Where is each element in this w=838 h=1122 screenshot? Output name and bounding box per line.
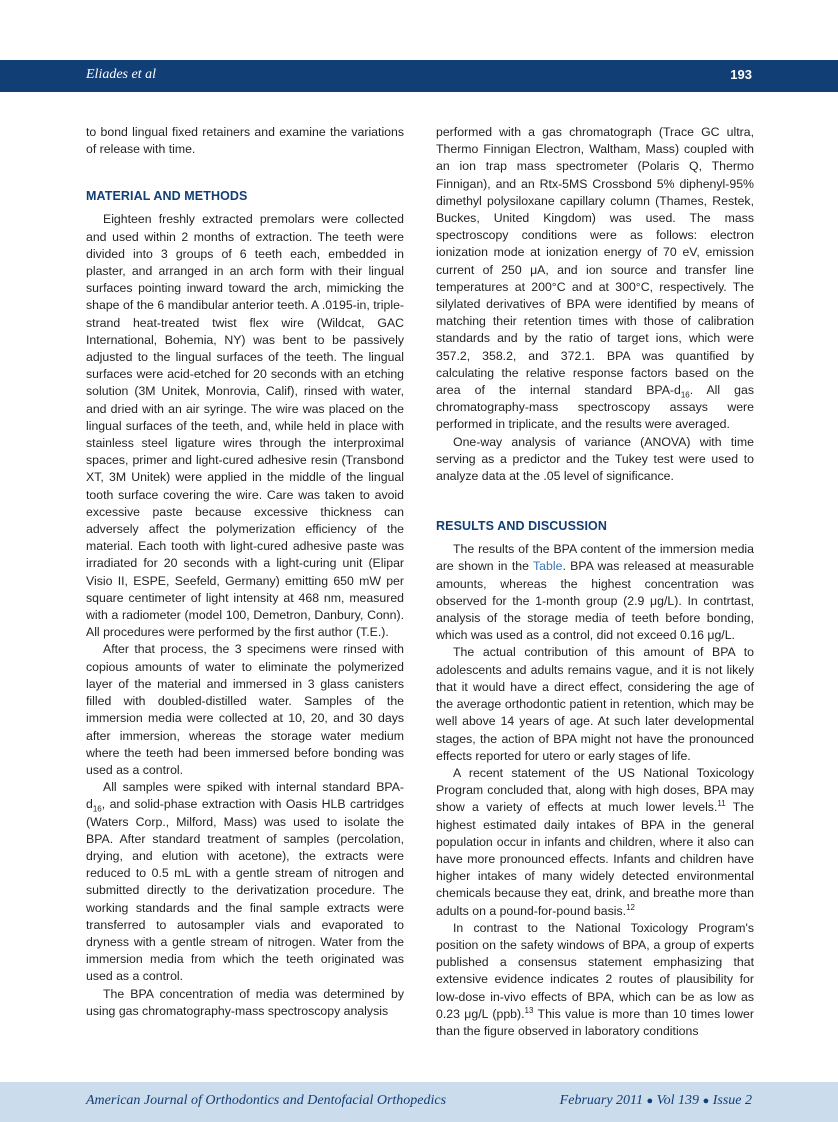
results-paragraph: [436, 920, 754, 1040]
reference-superscript[interactable]: 13: [524, 1005, 534, 1015]
issue-info: [560, 1093, 752, 1109]
text-run: The highest estimated daily intakes of BPA in the general population occur in infants and children, where it also can have more pronounced effects. Infants and children have higher intakes of many widely detected environmental chemicals because they eat, drink, and breathe more than adults on a pound-for-pound basis.: [436, 800, 755, 918]
running-header-authors: Eliades et al: [86, 67, 156, 82]
text-run: In contrast to the National Toxicology Program's position on the safety windows of BPA, a group of experts published a consensus statement emphasizing that extensive evidence indicates 2 routes of plausibility for low-dose in-vivo effects of BPA, which can be as low as 0.23 μg/L (ppb).: [436, 920, 754, 1021]
subscript: 16: [680, 390, 690, 400]
journal-title: American Journal of Orthodontics and Dentofacial Orthopedics: [86, 1093, 447, 1108]
intro-paragraph-tail: to bond lingual fixed retainers and examine the variations of release with time.: [86, 125, 404, 157]
right-column: [436, 124, 754, 1040]
methods-paragraph-continued: [436, 124, 754, 434]
table-link[interactable]: Table: [533, 559, 563, 574]
methods-paragraph: One-way analysis of variance (ANOVA) with time serving as a predictor and the Tukey test were used to analyze data at the .05 level of significance.: [436, 434, 754, 484]
results-paragraph: The actual contribution of this amount of BPA to adolescents and adults remains vague, and it is not likely that it would have a direct effect, considering the age of the average orthodontic patient in retention, which may be well above 14 years of age. At such later developmental stages, the action of BPA might not have the pronounced effects reported for utero or early stages of life.: [436, 645, 754, 763]
left-column: [86, 124, 404, 1020]
issue-number: Issue 2: [712, 1093, 752, 1108]
running-footer: [0, 1082, 838, 1122]
text-run: . All gas chromatography-mass spectroscopy assays were performed in triplicate, and the results were averaged.: [436, 383, 754, 432]
methods-paragraph: The BPA concentration of media was determined by using gas chromatography-mass spectroscopy analysis: [86, 986, 404, 1018]
text-run: A recent statement of the US National Toxicology Program concluded that, along with high doses, BPA may show a variety of effects at much lower levels.: [436, 765, 754, 815]
separator-dot: ●: [646, 1095, 654, 1107]
page-number: 193: [730, 67, 752, 82]
reference-superscript[interactable]: 12: [626, 902, 635, 912]
running-header: [0, 60, 838, 92]
issue-date: February 2011: [559, 1093, 644, 1108]
methods-paragraph: After that process, the 3 specimens were rinsed with copious amounts of water to eliminate the polymerized layer of the material and immersed in 3 glass canisters filled with doubled-distilled water. Samples of the immersion media were collected at 10, 20, and 30 days after immersion, whereas the storage water medium where the teeth had been immersed before bonding was used as a control.: [86, 642, 404, 777]
section-heading-results: RESULTS AND DISCUSSION: [436, 519, 607, 534]
results-paragraph: [436, 541, 754, 644]
results-paragraph: [436, 765, 754, 920]
methods-paragraph: Eighteen freshly extracted premolars were collected and used within 2 months of extraction. The teeth were divided into 3 groups of 6 teeth each, embedded in plaster, and arranged in an arch form with their lingual surfaces pointing inward toward the arch, mimicking the shape of the 6 mandibular anterior teeth. A .0195-in, triple-strand heat-treated twist flex wire (Wildcat, GAC International, Bohemia, NY) was bent to be passively adjusted to the lingual surfaces of the teeth. The lingual surfaces were acid-etched for 20 seconds with an etching solution (3M Unitek, Monrovia, Calif), rinsed with water, and dried with an air syringe. The wire was placed on the lingual surfaces of the teeth, and, while held in place with stainless steel ligature wires through the interproximal spaces, primer and light-cured adhesive resin (Transbond XT, 3M Unitek) were applied in the middle of the lingual tooth surface covering the wire. Care was taken to avoid excessive paste because excessive thickness can adversely affect the polymerization efficiency of the material. Each tooth with light-cured adhesive paste was irradiated for 20 seconds with a light-curing unit (Elipar Visio II, ESPE, Seefeld, Germany) emitting 650 mW per square centimeter of light intensity at 468 nm, measured with a radiometer (model 100, Demetron, Danbury, Conn). All procedures were performed by the first author (T.E.).: [86, 212, 404, 640]
text-run: This value is more than 10 times lower than the figure observed in laboratory conditions: [436, 1006, 754, 1038]
separator-dot: ●: [702, 1095, 710, 1107]
issue-volume: Vol 139: [656, 1093, 700, 1108]
text-run: All samples were spiked with internal standard BPA-d: [86, 780, 404, 812]
reference-superscript[interactable]: 11: [717, 799, 726, 809]
methods-paragraph: [86, 779, 404, 985]
section-heading-methods: MATERIAL AND METHODS: [86, 189, 248, 204]
text-run: performed with a gas chromatograph (Trace GC ultra, Thermo Finnigan Electron, Waltham, Mass) coupled with an ion trap mass spectrometer (Polaris Q, Thermo Finnigan), and an Rtx-5MS Crossbond 5% diphenyl-95% dimethyl polysiloxane capillary column (Thames, Restek, Buckes, United Kingdom) was used. The mass spectroscopy conditions were as follows: electron ionization mode at ionization energy of 70 eV, emission current of 250 μA, and ion source and transfer line temperatures at 200°C and at 300°C, respectively. The silylated derivatives of BPA were identified by means of matching their retention times with those of calibration standards and by the ratio of target ions, which were 357.2, 358.2, and 372.1. BPA was quantified by calculating the relative response factors based on the area of the internal standard BPA-d: [436, 125, 754, 398]
text-run: The results of the BPA content of the immersion media are shown in the: [436, 542, 754, 574]
text-run: . BPA was released at measurable amounts, whereas the highest concentration was observed for the 1-month group (2.9 μg/L). In contrtast, analysis of the storage media of teeth before bonding, which was used as a control, did not exceed 0.16 μg/L.: [436, 559, 754, 643]
text-run: , and solid-phase extraction with Oasis HLB cartridges (Waters Corp., Milford, Mass) was used to isolate the BPA. After standard treatment of samples (percolation, drying, and elution with acetone), the extracts were reduced to 0.5 mL with a gentle stream of nitrogen and submitted directly to the derivatization procedure. The working standards and the final sample extracts were transferred to autosampler vials and evaporated to dryness with a gentle stream of nitrogen. Water from the immersion media from which the teeth originated was used as a control.: [86, 797, 404, 984]
subscript: 16: [92, 804, 102, 814]
